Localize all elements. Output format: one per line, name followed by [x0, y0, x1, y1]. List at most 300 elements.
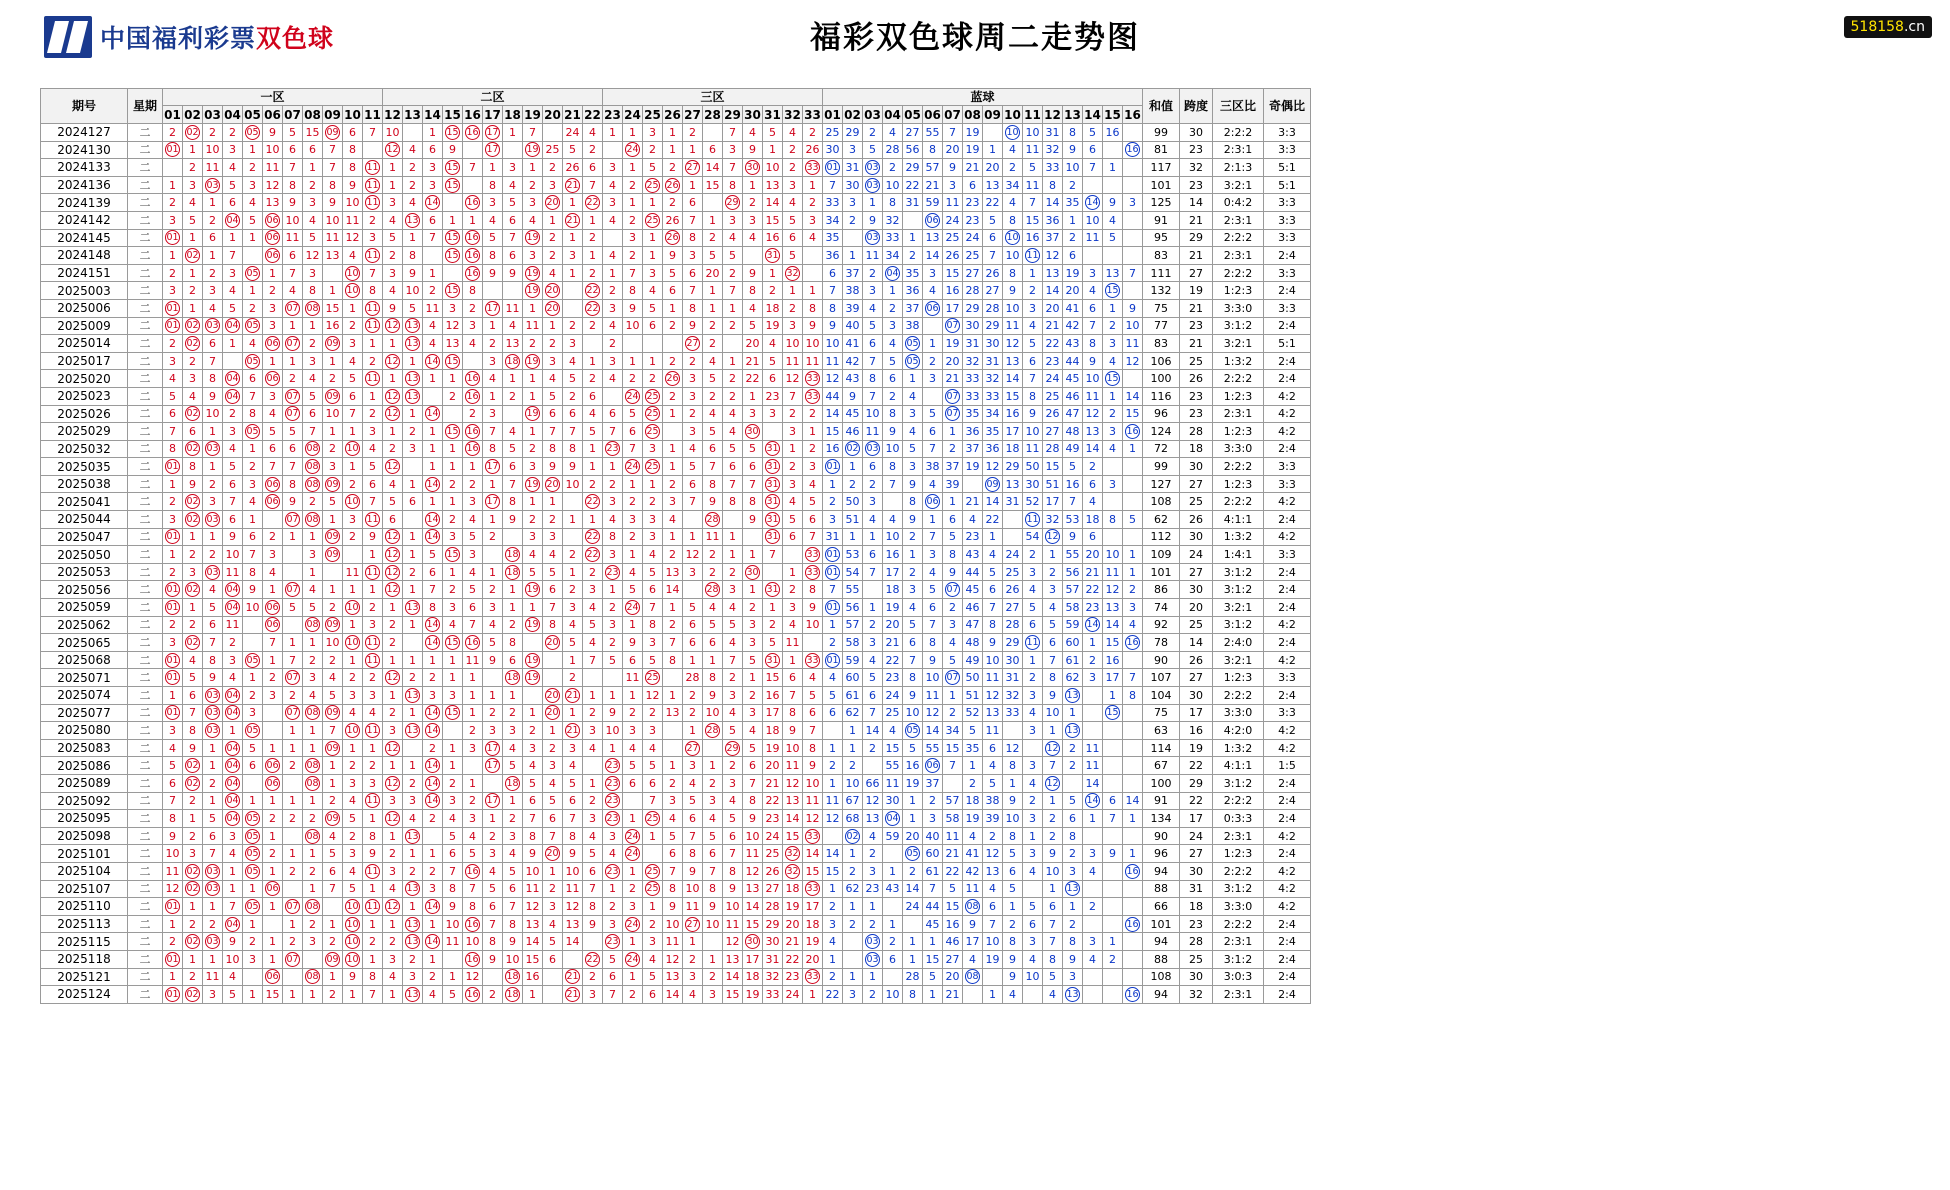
- table-row[interactable]: [41, 176, 1311, 194]
- red-ball-hit: 06: [266, 337, 279, 349]
- cell-issue[interactable]: 2025035: [41, 458, 128, 476]
- cell-blue-05: 2: [903, 862, 923, 880]
- cell-red-29: 4: [723, 704, 743, 722]
- table-row[interactable]: [41, 229, 1311, 247]
- table-row[interactable]: [41, 898, 1311, 916]
- cell-red-22: [583, 546, 603, 564]
- cell-red-11: 2: [363, 757, 383, 775]
- cell-red-22: [583, 194, 603, 212]
- cell-red-04: 1: [223, 880, 243, 898]
- table-row[interactable]: [41, 493, 1311, 511]
- cell-issue[interactable]: 2025014: [41, 335, 128, 353]
- cell-issue[interactable]: 2025104: [41, 862, 128, 880]
- cell-issue[interactable]: 2025006: [41, 299, 128, 317]
- red-ball-hit: 31: [766, 443, 779, 455]
- cell-issue[interactable]: 2025041: [41, 493, 128, 511]
- cell-issue[interactable]: 2025050: [41, 546, 128, 564]
- cell-blue-14: 6: [1083, 299, 1103, 317]
- table-row[interactable]: [41, 124, 1311, 142]
- table-row[interactable]: [41, 475, 1311, 493]
- red-ball-hit: 10: [346, 496, 359, 508]
- cell-red-10: 4: [343, 792, 363, 810]
- cell-blue-10: 25: [1003, 563, 1023, 581]
- table-row[interactable]: [41, 757, 1311, 775]
- table-row[interactable]: [41, 141, 1311, 159]
- cell-red-12: 1: [383, 176, 403, 194]
- cell-blue-07: [943, 581, 963, 599]
- cell-red-06: 7: [263, 634, 283, 652]
- cell-blue-06: [923, 493, 943, 511]
- cell-red-15: [443, 352, 463, 370]
- table-row[interactable]: [41, 370, 1311, 388]
- cell-red-02: 2: [183, 968, 203, 986]
- table-row[interactable]: [41, 194, 1311, 212]
- table-row[interactable]: [41, 299, 1311, 317]
- cell-red-29: 7: [723, 651, 743, 669]
- cell-red-14: 7: [423, 581, 443, 599]
- cell-blue-14: 6: [1083, 141, 1103, 159]
- cell-red-18: [503, 669, 523, 687]
- table-row[interactable]: [41, 986, 1311, 1004]
- cell-red-21: 5: [563, 774, 583, 792]
- table-row[interactable]: [41, 440, 1311, 458]
- cell-red-28: 11: [703, 528, 723, 546]
- cell-red-11: 1: [363, 915, 383, 933]
- cell-red-04: [223, 211, 243, 229]
- cell-blue-10: [1003, 229, 1023, 247]
- cell-issue[interactable]: 2024148: [41, 247, 128, 265]
- cell-red-10: 1: [343, 299, 363, 317]
- cell-blue-15: 2: [1103, 950, 1123, 968]
- site-badge[interactable]: [1844, 16, 1932, 38]
- table-row[interactable]: [41, 599, 1311, 617]
- table-row[interactable]: [41, 933, 1311, 951]
- cell-blue-01: 22: [823, 986, 843, 1004]
- cell-red-01: 2: [163, 933, 183, 951]
- cell-red-04: 3: [223, 651, 243, 669]
- cell-blue-11: 3: [1023, 722, 1043, 740]
- cell-blue-16: 12: [1123, 352, 1143, 370]
- cell-red-21: 8: [563, 827, 583, 845]
- cell-issue[interactable]: 2025017: [41, 352, 128, 370]
- cell-red-32: 8: [783, 704, 803, 722]
- cell-issue[interactable]: 2025047: [41, 528, 128, 546]
- cell-blue-12: 7: [1043, 933, 1063, 951]
- cell-issue[interactable]: 2025077: [41, 704, 128, 722]
- cell-red-27: 6: [683, 475, 703, 493]
- cell-blue-16: [1123, 898, 1143, 916]
- cell-red-01: [163, 986, 183, 1004]
- table-row[interactable]: [41, 352, 1311, 370]
- cell-red-28: 14: [703, 159, 723, 177]
- cell-red-01: [163, 317, 183, 335]
- cell-week: 二: [128, 581, 163, 599]
- cell-sum: 94: [1143, 862, 1180, 880]
- table-row[interactable]: [41, 810, 1311, 828]
- cell-red-32: 6: [783, 669, 803, 687]
- table-row[interactable]: [41, 687, 1311, 705]
- cell-red-06: 5: [263, 423, 283, 441]
- cell-sum: 62: [1143, 511, 1180, 529]
- cell-issue[interactable]: 2024136: [41, 176, 128, 194]
- table-row[interactable]: [41, 739, 1311, 757]
- red-ball-hit: 02: [186, 936, 199, 948]
- cell-blue-07: 5: [943, 528, 963, 546]
- cell-issue[interactable]: 2025110: [41, 898, 128, 916]
- table-row[interactable]: [41, 845, 1311, 863]
- red-ball-hit: 33: [806, 549, 819, 561]
- col-header-blue-08: 08: [964, 107, 981, 122]
- cell-oe-ratio: 2:4: [1264, 282, 1311, 300]
- red-ball-hit: 24: [626, 144, 639, 156]
- cell-blue-14: 20: [1083, 546, 1103, 564]
- red-ball-hit: 11: [366, 513, 379, 525]
- cell-issue[interactable]: 2025115: [41, 933, 128, 951]
- cell-red-07: 4: [283, 282, 303, 300]
- cell-blue-01: 9: [823, 317, 843, 335]
- cell-issue[interactable]: 2025053: [41, 563, 128, 581]
- cell-issue[interactable]: 2024139: [41, 194, 128, 212]
- cell-red-17: [483, 774, 503, 792]
- cell-red-27: 6: [683, 194, 703, 212]
- cell-zone-ratio: 2:3:1: [1213, 986, 1264, 1004]
- cell-red-33: [803, 563, 823, 581]
- cell-span: 30: [1180, 862, 1213, 880]
- cell-red-25: 1: [643, 229, 663, 247]
- cell-blue-01: 7: [823, 176, 843, 194]
- cell-red-29: 3: [723, 687, 743, 705]
- cell-red-33: 10: [803, 335, 823, 353]
- cell-red-14: 3: [423, 176, 443, 194]
- cell-issue[interactable]: 2025009: [41, 317, 128, 335]
- table-row[interactable]: [41, 335, 1311, 353]
- table-row[interactable]: [41, 317, 1311, 335]
- table-row[interactable]: [41, 669, 1311, 687]
- cell-issue[interactable]: 2025032: [41, 440, 128, 458]
- cell-red-10: 2: [343, 669, 363, 687]
- cell-red-13: 6: [403, 493, 423, 511]
- cell-red-26: 13: [663, 968, 683, 986]
- cell-blue-10: 11: [1003, 317, 1023, 335]
- cell-red-20: 6: [543, 581, 563, 599]
- cell-issue[interactable]: 2025029: [41, 423, 128, 441]
- cell-blue-15: [1103, 247, 1123, 265]
- cell-issue[interactable]: 2025023: [41, 387, 128, 405]
- cell-issue[interactable]: 2025062: [41, 616, 128, 634]
- table-row[interactable]: [41, 423, 1311, 441]
- cell-red-05: 8: [243, 405, 263, 423]
- cell-issue[interactable]: 2025095: [41, 810, 128, 828]
- cell-red-20: 1: [543, 862, 563, 880]
- cell-red-14: [423, 634, 443, 652]
- cell-red-33: 14: [803, 845, 823, 863]
- cell-blue-15: 4: [1103, 211, 1123, 229]
- cell-red-05: 3: [243, 950, 263, 968]
- table-row[interactable]: [41, 915, 1311, 933]
- cell-red-17: 5: [483, 229, 503, 247]
- cell-blue-11: 6: [1023, 352, 1043, 370]
- blue-ball-hit: 15: [1106, 285, 1119, 297]
- cell-issue[interactable]: 2025068: [41, 651, 128, 669]
- cell-blue-06: 2: [923, 792, 943, 810]
- table-row[interactable]: [41, 387, 1311, 405]
- cell-red-28: [703, 581, 723, 599]
- table-row[interactable]: [41, 159, 1311, 177]
- cell-blue-10: 4: [1003, 194, 1023, 212]
- cell-blue-12: 2: [1043, 563, 1063, 581]
- cell-blue-01: 2: [823, 898, 843, 916]
- red-ball-hit: 23: [606, 865, 619, 877]
- cell-red-08: 4: [303, 370, 323, 388]
- cell-red-15: 1: [443, 563, 463, 581]
- cell-red-03: [203, 687, 223, 705]
- cell-issue[interactable]: 2025038: [41, 475, 128, 493]
- cell-red-07: 1: [283, 722, 303, 740]
- cell-red-04: [223, 581, 243, 599]
- cell-issue[interactable]: 2025056: [41, 581, 128, 599]
- cell-blue-13: 8: [1063, 124, 1083, 142]
- cell-red-06: 9: [263, 124, 283, 142]
- cell-issue[interactable]: 2025026: [41, 405, 128, 423]
- red-ball-hit: 22: [586, 549, 599, 561]
- table-row[interactable]: [41, 616, 1311, 634]
- cell-blue-02: 10: [843, 774, 863, 792]
- cell-blue-02: [843, 229, 863, 247]
- cell-red-09: [323, 704, 343, 722]
- cell-issue[interactable]: 2024130: [41, 141, 128, 159]
- cell-red-02: 3: [183, 176, 203, 194]
- cell-red-13: [403, 634, 423, 652]
- cell-red-30: 8: [743, 493, 763, 511]
- cell-issue[interactable]: 2025101: [41, 845, 128, 863]
- cell-red-02: 2: [183, 827, 203, 845]
- cell-red-30: 4: [743, 124, 763, 142]
- red-ball-hit: 16: [466, 267, 479, 279]
- cell-blue-06: 8: [923, 634, 943, 652]
- cell-issue[interactable]: 2025065: [41, 634, 128, 652]
- cell-red-13: [403, 511, 423, 529]
- cell-blue-06: [923, 387, 943, 405]
- cell-red-16: 3: [463, 739, 483, 757]
- table-row[interactable]: [41, 827, 1311, 845]
- cell-zone-ratio: 3:2:1: [1213, 599, 1264, 617]
- table-row[interactable]: [41, 563, 1311, 581]
- cell-blue-12: 37: [1043, 229, 1063, 247]
- cell-zone-ratio: 3:3:0: [1213, 704, 1264, 722]
- table-row[interactable]: [41, 511, 1311, 529]
- red-ball-hit: 12: [386, 144, 399, 156]
- cell-blue-13: [1063, 687, 1083, 705]
- cell-issue[interactable]: 2025003: [41, 282, 128, 300]
- cell-issue[interactable]: 2025118: [41, 950, 128, 968]
- cell-red-27: [683, 915, 703, 933]
- cell-red-24: 1: [623, 933, 643, 951]
- cell-red-05: 7: [243, 546, 263, 564]
- cell-red-11: 7: [363, 264, 383, 282]
- cell-red-15: [443, 194, 463, 212]
- red-ball-hit: 08: [306, 707, 319, 719]
- cell-red-19: 11: [523, 880, 543, 898]
- cell-issue[interactable]: 2024142: [41, 211, 128, 229]
- red-ball-hit: 31: [766, 496, 779, 508]
- red-ball-hit: 27: [686, 742, 699, 754]
- table-row[interactable]: [41, 704, 1311, 722]
- cell-red-31: 16: [763, 229, 783, 247]
- table-row[interactable]: [41, 528, 1311, 546]
- table-row[interactable]: [41, 247, 1311, 265]
- cell-red-12: [383, 810, 403, 828]
- cell-red-13: [403, 880, 423, 898]
- cell-blue-05: 5: [903, 616, 923, 634]
- cell-red-21: 2: [563, 546, 583, 564]
- table-row[interactable]: [41, 880, 1311, 898]
- red-ball-hit: 02: [186, 496, 199, 508]
- cell-issue[interactable]: 2025092: [41, 792, 128, 810]
- badge-name: 518158: [1850, 19, 1904, 35]
- cell-red-12: 3: [383, 862, 403, 880]
- cell-blue-09: 10: [983, 651, 1003, 669]
- cell-blue-01: 36: [823, 247, 843, 265]
- cell-issue[interactable]: 2025074: [41, 687, 128, 705]
- cell-blue-11: 3: [1023, 563, 1043, 581]
- table-row[interactable]: [41, 634, 1311, 652]
- cell-issue[interactable]: 2025124: [41, 986, 128, 1004]
- red-ball-hit: 22: [586, 197, 599, 209]
- cell-red-07: 1: [283, 634, 303, 652]
- table-row[interactable]: [41, 581, 1311, 599]
- cell-blue-06: 14: [923, 247, 943, 265]
- cell-issue[interactable]: 2025071: [41, 669, 128, 687]
- table-row[interactable]: [41, 774, 1311, 792]
- table-row[interactable]: [41, 282, 1311, 300]
- cell-issue[interactable]: 2025086: [41, 757, 128, 775]
- cell-red-20: [543, 282, 563, 300]
- cell-red-26: 1: [663, 299, 683, 317]
- table-row[interactable]: [41, 405, 1311, 423]
- cell-issue[interactable]: 2024145: [41, 229, 128, 247]
- cell-span: 29: [1180, 774, 1213, 792]
- cell-blue-02: 1: [843, 898, 863, 916]
- cell-issue[interactable]: 2025044: [41, 511, 128, 529]
- cell-issue[interactable]: 2025107: [41, 880, 128, 898]
- cell-red-31: [763, 581, 783, 599]
- blue-ball-hit: 01: [826, 549, 839, 561]
- cell-red-15: 3: [443, 299, 463, 317]
- cell-blue-01: 4: [823, 933, 843, 951]
- table-row[interactable]: [41, 792, 1311, 810]
- cell-red-05: 1: [243, 792, 263, 810]
- cell-red-17: 1: [483, 317, 503, 335]
- table-row[interactable]: [41, 950, 1311, 968]
- cell-red-13: 2: [403, 423, 423, 441]
- cell-red-31: [763, 651, 783, 669]
- cell-blue-13: 62: [1063, 669, 1083, 687]
- table-row[interactable]: [41, 651, 1311, 669]
- cell-issue[interactable]: 2025083: [41, 739, 128, 757]
- cell-red-30: 5: [743, 651, 763, 669]
- cell-issue[interactable]: 2024151: [41, 264, 128, 282]
- cell-span: 26: [1180, 370, 1213, 388]
- cell-red-31: 14: [763, 194, 783, 212]
- red-ball-hit: 18: [506, 777, 519, 789]
- red-ball-hit: 19: [526, 408, 539, 420]
- table-row[interactable]: [41, 211, 1311, 229]
- cell-issue[interactable]: 2025089: [41, 774, 128, 792]
- table-row[interactable]: [41, 862, 1311, 880]
- table-row[interactable]: [41, 546, 1311, 564]
- cell-red-29: 7: [723, 282, 743, 300]
- cell-blue-01: 25: [823, 124, 843, 142]
- cell-issue[interactable]: 2025113: [41, 915, 128, 933]
- red-ball-hit: 19: [526, 144, 539, 156]
- red-ball-hit: 20: [546, 689, 559, 701]
- group-header-0: 期号: [41, 89, 128, 124]
- table-row[interactable]: [41, 722, 1311, 740]
- cell-red-27: 1: [683, 528, 703, 546]
- cell-red-12: [383, 352, 403, 370]
- table-row[interactable]: [41, 458, 1311, 476]
- red-ball-hit: 20: [546, 478, 559, 490]
- cell-issue[interactable]: 2024127: [41, 124, 128, 142]
- cell-red-19: 1: [523, 493, 543, 511]
- red-ball-hit: 11: [366, 249, 379, 261]
- cell-issue[interactable]: 2025080: [41, 722, 128, 740]
- cell-issue[interactable]: 2025059: [41, 599, 128, 617]
- cell-red-12: 1: [383, 687, 403, 705]
- cell-issue[interactable]: 2025121: [41, 968, 128, 986]
- cell-red-04: 9: [223, 933, 243, 951]
- table-row[interactable]: [41, 264, 1311, 282]
- cell-week: 二: [128, 563, 163, 581]
- red-ball-hit: 29: [726, 197, 739, 209]
- cell-blue-16: [1123, 458, 1143, 476]
- cell-red-32: 3: [783, 176, 803, 194]
- red-ball-hit: 13: [406, 883, 419, 895]
- cell-blue-03: 10: [863, 405, 883, 423]
- cell-red-10: 4: [343, 862, 363, 880]
- cell-red-04: 1: [223, 335, 243, 353]
- cell-blue-14: [1083, 194, 1103, 212]
- cell-issue[interactable]: 2024133: [41, 159, 128, 177]
- red-ball-hit: 05: [246, 900, 259, 912]
- cell-issue[interactable]: 2025020: [41, 370, 128, 388]
- cell-blue-02: 2: [843, 757, 863, 775]
- cell-red-18: 1: [503, 581, 523, 599]
- cell-issue[interactable]: 2025098: [41, 827, 128, 845]
- cell-blue-14: 3: [1083, 845, 1103, 863]
- cell-red-25: 3: [643, 634, 663, 652]
- cell-red-26: 13: [663, 563, 683, 581]
- cell-oe-ratio: 4:2: [1264, 423, 1311, 441]
- cell-red-10: 6: [343, 124, 363, 142]
- cell-red-18: 13: [503, 335, 523, 353]
- cell-red-01: [163, 669, 183, 687]
- blue-ball-hit: 07: [946, 390, 959, 402]
- red-ball-hit: 05: [246, 654, 259, 666]
- cell-red-27: 1: [683, 651, 703, 669]
- red-ball-hit: 12: [386, 812, 399, 824]
- table-row[interactable]: [41, 968, 1311, 986]
- red-ball-hit: 22: [586, 496, 599, 508]
- cell-red-27: 2: [683, 352, 703, 370]
- cell-blue-12: 12: [1043, 247, 1063, 265]
- cell-red-28: 4: [703, 810, 723, 828]
- cell-red-28: 7: [703, 862, 723, 880]
- cell-blue-01: [823, 651, 843, 669]
- red-ball-hit: 18: [506, 355, 519, 367]
- cell-red-15: 5: [443, 986, 463, 1004]
- cell-red-17: [483, 792, 503, 810]
